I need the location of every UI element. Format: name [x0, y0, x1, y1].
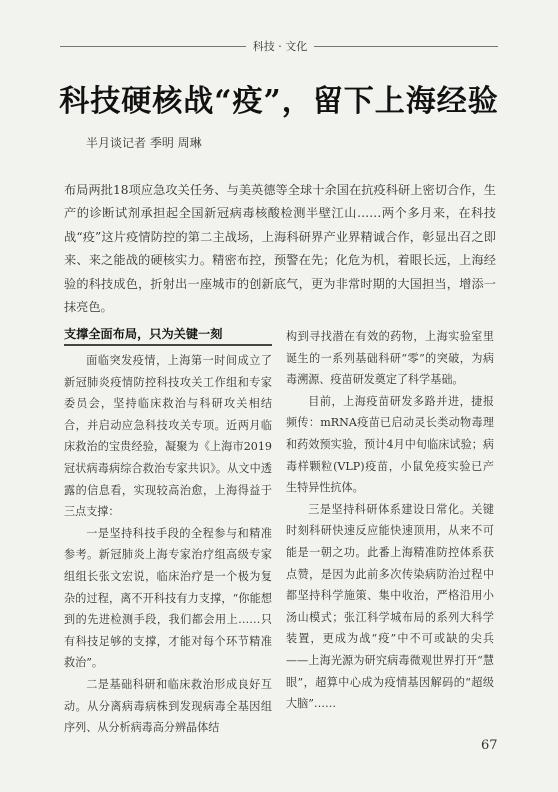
page-number: 67	[481, 738, 498, 753]
article-title: 科技硬核战“疫”，留下上海经验	[59, 84, 499, 119]
body-paragraph: 面临突发疫情，上海第一时间成立了新冠肺炎疫情防控科技攻关工作组和专家委员会，坚持临床救治与科研攻关相结合，并启动应急科技攻关专项。近两月临床救治的宝贵经验，凝聚为《上海市2019冠状病毒病综合救治专家共识》。从文中透露的信息看，实现较高治愈，上海得益于三点支撑：	[64, 354, 272, 519]
lead-paragraph: 布局两批18项应急攻关任务、与美英德等全球十余国在抗疫科研上密切合作，生产的诊断试剂承担起全国新冠病毒核酸检测半壁江山……两个多月来，在科技战“疫”这片疫情防控的第二主战场，上海科研界产业界精诚合作，彰显出召之即来、来之能战的硬核实力。精密布控，预警在先；化危为机，着眼长远，上海经验的科技成色，折射出一座城市的创新底气，更为非常时期的大国担当，增添一抹亮色。	[64, 183, 496, 315]
header-rule-right	[314, 46, 498, 47]
left-column	[64, 326, 272, 739]
body-paragraph: 一是坚持科技手段的全程参与和精准参考。新冠肺炎上海专家治疗组高级专家组组长张文宏说，临床治疗是一个极为复杂的过程，离不开科技有力支撑，“你能想到的先进检测手段，我们都会用上……只有科技足够的支撑，才能对每个环节精准救治”。	[64, 526, 272, 670]
body-paragraph: 构到寻找潜在有效的药物，上海实验室里诞生的一系列基础科研“零”的突破，为病毒溯源、疫苗研发奠定了科学基础。	[286, 330, 494, 387]
byline: 半月谈记者 季明 周琳	[86, 136, 202, 150]
header-rule-left	[60, 46, 246, 47]
right-column	[286, 326, 494, 715]
subheading: 支撑全面布局，只为关键一刻	[64, 327, 223, 341]
body-paragraph: 目前，上海疫苗研发多路并进，捷报频传：mRNA疫苗已启动灵长类动物毒理和药效预实验，预计4月中旬临床试验；病毒样颗粒(VLP)疫苗，小鼠免疫实验已产生特异性抗体。	[286, 394, 494, 495]
body-paragraph: 二是基础科研和临床救治形成良好互动。从分离病毒病株到发现病毒全基因组序列、从分析病毒高分辨晶体结	[64, 677, 272, 735]
section-label: 科技 · 文化	[252, 40, 308, 53]
body-paragraph: 三是坚持科研体系建设日常化。关键时刻科研快速反应能快速顶用，从来不可能是一朝之功。此番上海精准防控体系获点赞，是因为此前多次传染病防治过程中都坚持科学施策、集中收治，严格沿用小汤山模式；张江科学城布局的系列大科学装置，更成为战“疫”中不可或缺的尖兵——上海光源为研究病毒微观世界打开“慧眼”，超算中心成为疫情基因解码的“超级大脑”……	[286, 502, 494, 711]
subheading-rule	[64, 344, 272, 346]
